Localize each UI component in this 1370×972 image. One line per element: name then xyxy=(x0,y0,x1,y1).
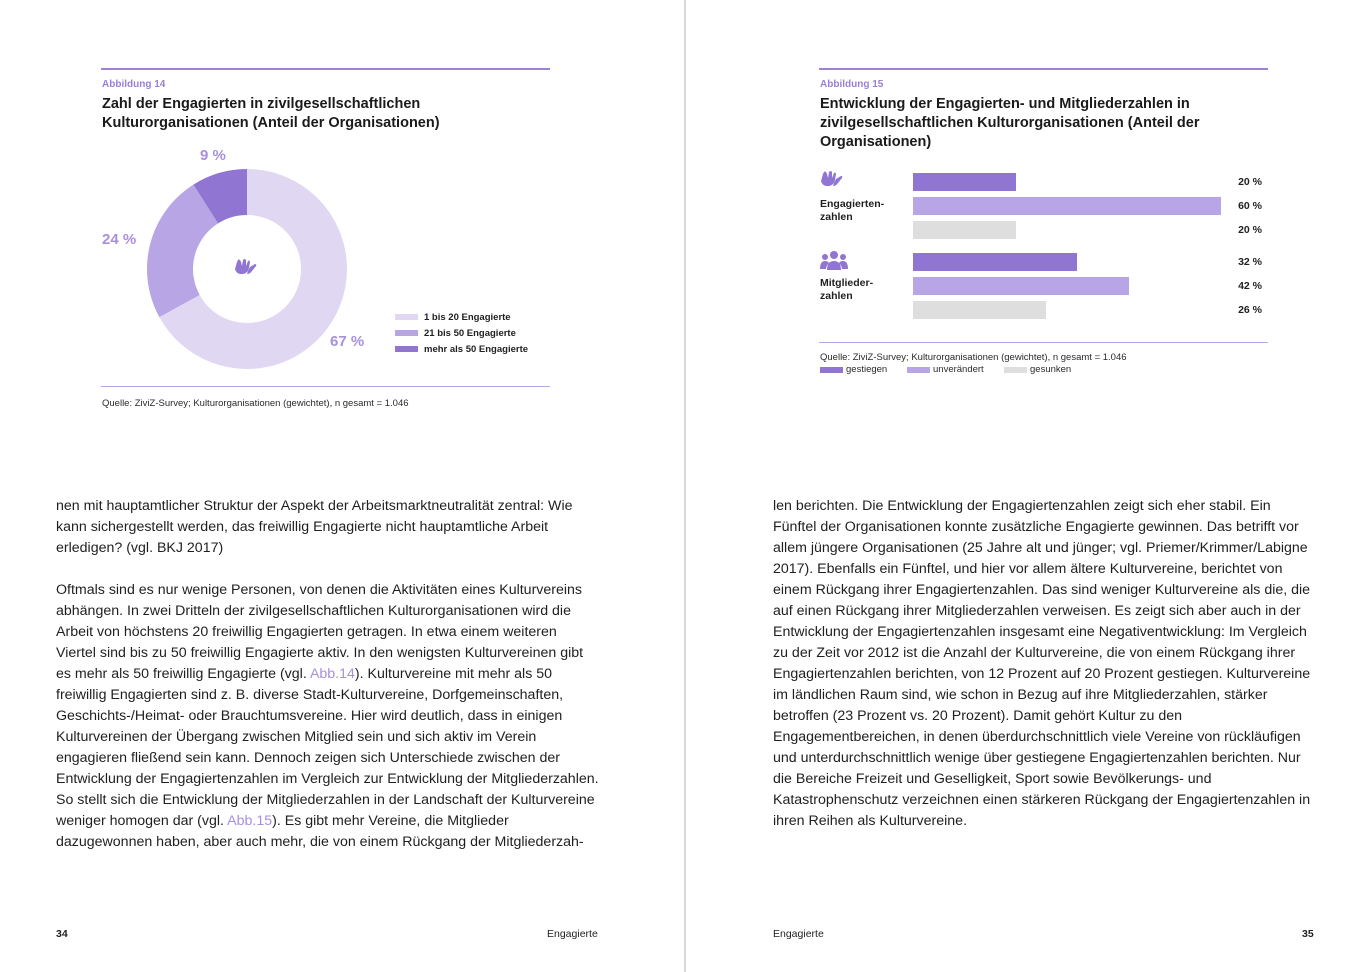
figure-15-title: Entwicklung der Engagierten- und Mitgliederzahlen in zivilgesellschaftlichen Kulturorganisationen (Anteil der Organisationen) xyxy=(820,96,1200,150)
members-group-icon xyxy=(820,250,848,272)
left-running-title: Engagierte xyxy=(547,928,598,940)
volunteer-hands-icon xyxy=(820,167,844,191)
legend-label-unveraendert: unverändert xyxy=(933,364,984,375)
left-paragraph-1: nen mit hauptamtlicher Struktur der Aspekt der Arbeitsmarktneutralität zentral: Wie kann sichergestellt werden, das freiwillig Engagierte nicht hauptamtliche Arbeit erledigen? (vgl. BKJ 2017) xyxy=(56,498,573,556)
left-paragraph-2 xyxy=(56,580,600,853)
legend-item-21-50 xyxy=(395,325,528,341)
legend-item-1-20 xyxy=(395,309,528,325)
legend-item-gestiegen xyxy=(820,364,907,375)
bar-label-mitglieder-unveraendert: 42 % xyxy=(1238,280,1262,292)
legend-label-gesunken: gesunken xyxy=(1030,364,1072,375)
bar-label-mitglieder-gesunken: 26 % xyxy=(1238,304,1262,316)
group-label-engagierten-line1: Engagierten- xyxy=(820,198,885,210)
bar-mitglieder-gesunken xyxy=(913,301,1046,319)
figure-15-source: Quelle: ZiviZ-Survey; Kulturorganisationen (gewichtet), n gesamt = 1.046 xyxy=(820,352,1127,363)
legend-swatch-unveraendert xyxy=(907,367,930,373)
left-paragraph-2-part-a: Oftmals sind es nur wenige Personen, von denen die Aktivitäten eines Kulturvereins abhängen. In zwei Dritteln der zivilgesellschaftlichen Kulturorganisationen wird die Arbeit von höchstens 20 freiwillig Engagierten getragen. In etwa einem weiteren Viertel sind bis zu 50 freiwillig Engagierte aktiv. In den wenigsten Kulturvereinen gibt es mehr als 50 freiwillig Engagierte (vgl. xyxy=(56,582,584,682)
bar-label-mitglieder-gestiegen: 32 % xyxy=(1238,256,1262,268)
group-label-mitglieder-line1: Mitglieder- xyxy=(820,277,874,289)
right-running-title: Engagierte xyxy=(773,928,824,940)
legend-label-21-50: 21 bis 50 Engagierte xyxy=(424,327,516,339)
bar-label-engagierten-unveraendert: 60 % xyxy=(1238,200,1262,212)
legend-swatch-medium xyxy=(395,330,418,336)
figure-14-label: Abbildung 14 xyxy=(102,79,166,90)
bar-mitglieder-unveraendert xyxy=(913,277,1129,295)
figure-15-reference-link[interactable]: Abb.15 xyxy=(227,813,273,829)
bar-legend xyxy=(820,364,1071,375)
legend-item-over-50 xyxy=(395,341,528,357)
figure-15-top-rule xyxy=(819,68,1268,70)
group-label-mitglieder-line2: zahlen xyxy=(820,290,853,302)
donut-label-67: 67 % xyxy=(330,333,365,350)
bar-engagierten-gesunken xyxy=(913,221,1016,239)
figure-14-bottom-rule xyxy=(101,386,550,387)
legend-item-unveraendert xyxy=(907,364,1004,375)
legend-swatch-dark xyxy=(395,346,418,352)
legend-label-gestiegen: gestiegen xyxy=(846,364,888,375)
figure-14-top-rule xyxy=(101,68,550,70)
page-gutter-divider xyxy=(684,0,686,972)
right-body-text xyxy=(773,496,1317,832)
legend-swatch-gestiegen xyxy=(820,367,843,373)
right-paragraph-1: len berichten. Die Entwicklung der Engagiertenzahlen zeigt sich eher stabil. Ein Fünftel der Organisationen konnte zusätzliche Engagierte gewinnen. Das betrifft vor allem jüngere Organisationen (25 Jahre alt und jünger; vgl. Priemer/Krimmer/Labigne 2017). Ebenfalls ein Fünftel, und hier vor allem ältere Kulturvereine, berichtet von einem Rückgang ihrer Engagiertenzahlen. Das sind weniger Kulturvereine als die, die auf einen Rückgang ihrer Mitgliederzahlen verweisen. Es zeigt sich aber auch in der Entwicklung der Engagiertenzahlen insgesamt eine Negativentwicklung: Im Vergleich zu der Zeit vor 2012 ist die Anzahl der Kulturvereine, die von einem Rückgang ihrer Engagiertenzahlen berichten, von 12 Prozent auf 20 Prozent gestiegen. Kulturvereine im ländlichen Raum sind, wie schon in Bezug auf ihre Mitgliederzahlen, stärker betroffen (23 Prozent vs. 20 Prozent). Damit gehört Kultur zu den Engagementbereichen, in denen überdurchschnittlich viele Vereine von rückläufigen und unterdurchschnittlich wenige über gestiegene Engagiertenzahlen berichten. Nur die Bereiche Freizeit und Geselligkeit, Sport sowie Bevölkerungs- und Katastrophenschutz verzeichnen einen stärkeren Rückgang der Engagiertenzahlen in ihren Reihen als Kulturvereine. xyxy=(773,498,1311,829)
bar-label-engagierten-gestiegen: 20 % xyxy=(1238,176,1262,188)
legend-swatch-gesunken xyxy=(1004,367,1027,373)
left-page-number: 34 xyxy=(56,928,68,940)
figure-14-title: Zahl der Engagierten in zivilgesellschaftlichen Kulturorganisationen (Anteil der Organisationen) xyxy=(102,96,440,131)
left-paragraph-2-part-c: ). Es gibt mehr Vereine, die Mitglieder dazugewonnen haben, aber auch mehr, die von einem Rückgang der Mitgliederzah- xyxy=(56,813,584,850)
group-label-engagierten xyxy=(820,198,884,224)
figure-15-label: Abbildung 15 xyxy=(820,79,884,90)
bar-engagierten-gestiegen xyxy=(913,173,1016,191)
volunteer-hands-icon xyxy=(235,259,256,274)
bar-label-engagierten-gesunken: 20 % xyxy=(1238,224,1262,236)
figure-14-reference-link[interactable]: Abb.14 xyxy=(309,666,355,682)
figure-15-bottom-rule xyxy=(819,342,1268,343)
left-paragraph-2-part-b: ). Kulturvereine mit mehr als 50 freiwillig Engagierten sind z. B. diverse Stadt-Kulturvereine, Dorfgemeinschaften, Geschichts-/Heimat- oder Brauchtumsvereine. Hier wird deutlich, dass in einigen Kulturvereinen der Übergang zwischen Mitglied sein und sich aktiv im Verein engagieren fließend sein kann. Dennoch zeigen sich Unterschiede zwischen der Entwicklung der Engagiertenzahlen im Vergleich zur Entwicklung der Mitgliederzahlen. So stellt sich die Entwicklung der Mitgliederzahlen in der Landschaft der Kulturvereine weniger homogen dar (vgl. xyxy=(56,666,599,829)
left-body-text xyxy=(56,496,600,853)
legend-swatch-light xyxy=(395,314,418,320)
legend-label-over-50: mehr als 50 Engagierte xyxy=(424,343,529,355)
bar-engagierten-unveraendert xyxy=(913,197,1221,215)
group-label-engagierten-line2: zahlen xyxy=(820,211,853,223)
legend-item-gesunken xyxy=(1004,364,1071,375)
donut-legend xyxy=(395,309,528,357)
donut-label-24: 24 % xyxy=(102,231,137,248)
donut-chart xyxy=(140,162,354,376)
right-page-number: 35 xyxy=(1302,928,1314,940)
group-label-mitglieder xyxy=(820,277,873,303)
bar-mitglieder-gestiegen xyxy=(913,253,1077,271)
figure-14-source: Quelle: ZiviZ-Survey; Kulturorganisationen (gewichtet), n gesamt = 1.046 xyxy=(102,398,409,409)
legend-label-1-20: 1 bis 20 Engagierte xyxy=(424,311,511,323)
donut-label-9: 9 % xyxy=(200,147,226,164)
